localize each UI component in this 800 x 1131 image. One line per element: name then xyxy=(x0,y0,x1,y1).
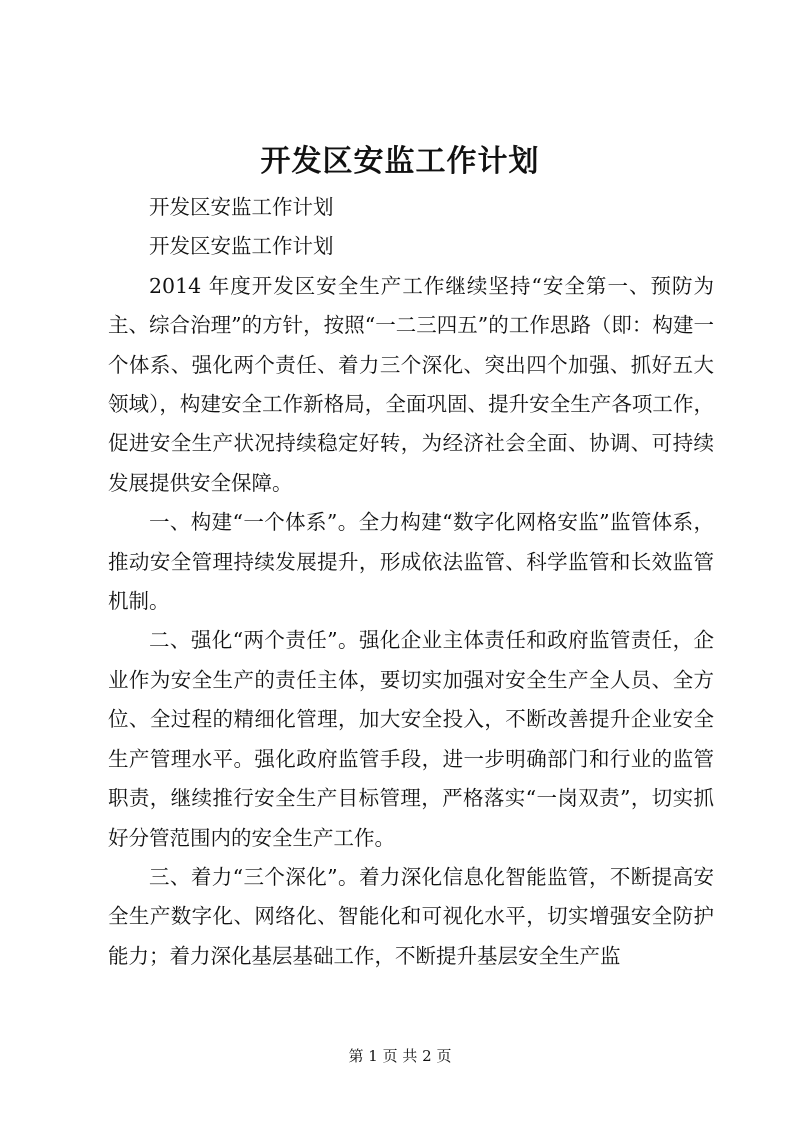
paragraph-subtitle-2: 开发区安监工作计划 xyxy=(149,234,334,259)
paragraph-subtitle-1: 开发区安监工作计划 xyxy=(149,195,334,219)
page-footer: 第 1 页 共 2 页 xyxy=(348,1047,452,1065)
paragraph-section-2: 二、强化“两个责任”。强化企业主体责任和政府监管责任，企业作为安全生产的责任主体，要切实加强对安全生产全人员、全方位、全过程的精细化管理，加大安全投入，不断改善提升企业安全生产管理水平。强化政府监管手段，进一步明确部门和行业的监管职责，继续推行安全生产目标管理，严格落实“一岗双责”，切实抓好分管范围内的安全生产工作。 xyxy=(108,628,714,850)
paragraph-intro: 2014 年度开发区安全生产工作继续坚持“安全第一、预防为主、综合治理”的方针，按照“一二三四五”的工作思路（即：构建一个体系、强化两个责任、着力三个深化、突出四个加强、抓好五大领域），构建安全工作新格局，全面巩固、提升安全生产各项工作，促进安全生产状况持续稳定好转，为经济社会全面、协调、可持续发展提供安全保障。 xyxy=(108,273,714,495)
paragraph-section-3: 三、着力“三个深化”。着力深化信息化智能监管，不断提高安全生产数字化、网络化、智能化和可视化水平，切实增强安全防护能力；着力深化基层基础工作，不断提升基层安全生产监 xyxy=(108,864,714,968)
document-body xyxy=(108,188,714,976)
paragraph-section-1: 一、构建“一个体系”。全力构建“数字化网格安监”监管体系，推动安全管理持续发展提升，形成依法监管、科学监管和长效监管机制。 xyxy=(108,510,714,614)
document-title: 开发区安监工作计划 xyxy=(260,144,540,179)
